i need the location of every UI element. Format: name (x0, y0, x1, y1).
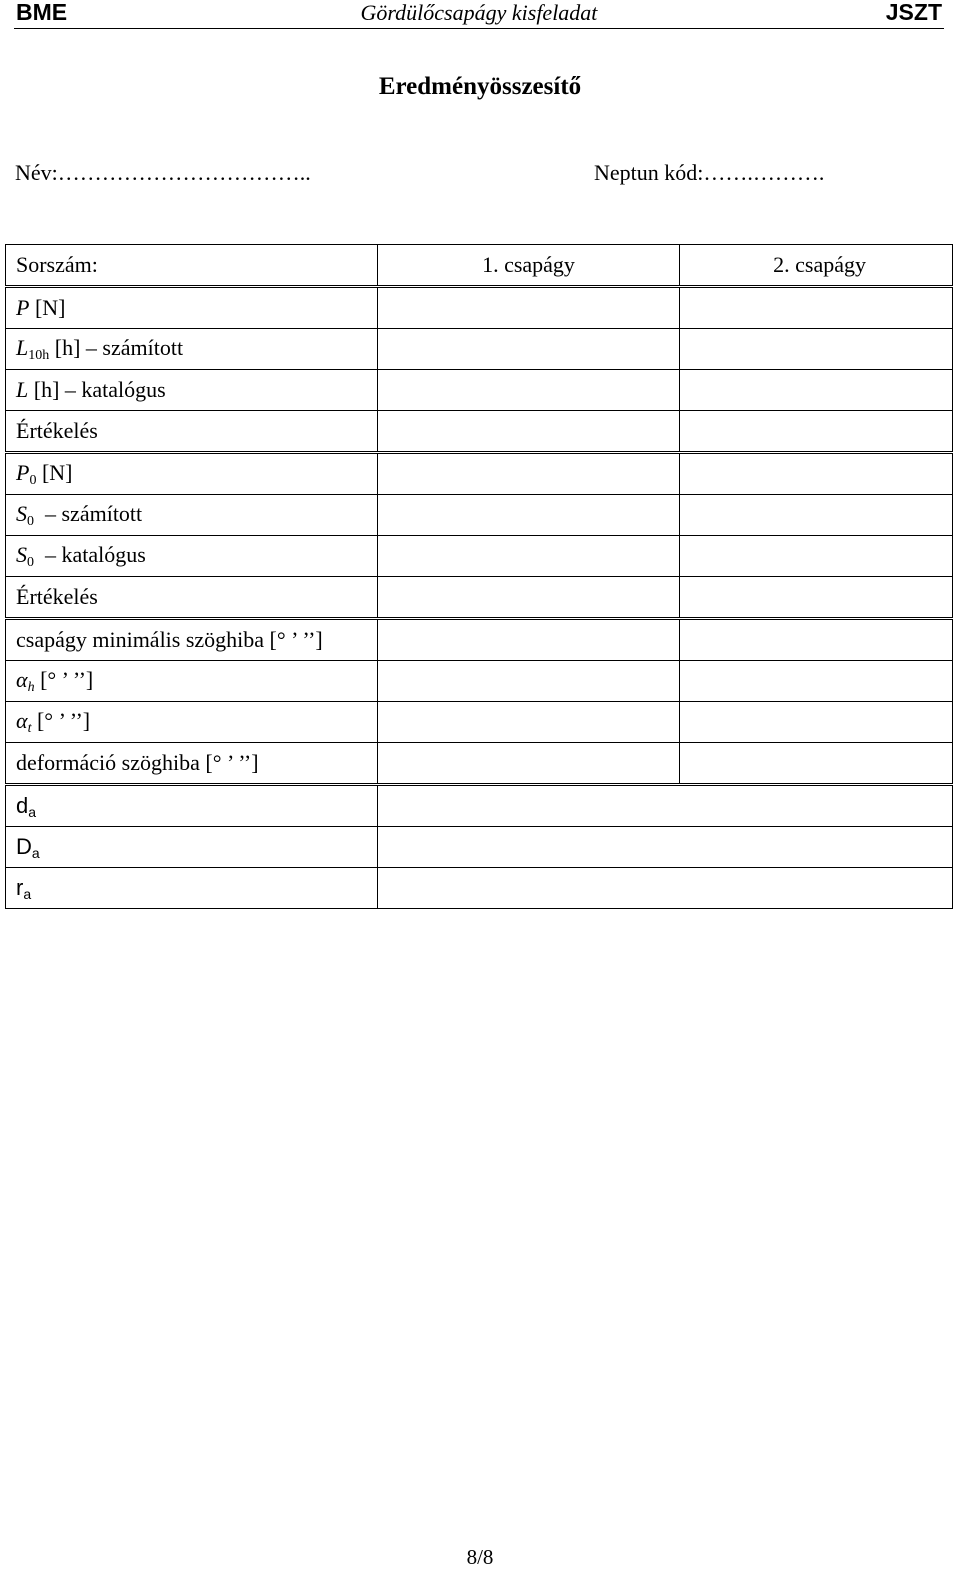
cell-input[interactable] (378, 370, 680, 411)
row-label-alpha-h (6, 661, 378, 702)
table-row-label: Sorszám: (6, 245, 378, 287)
cell-input[interactable] (680, 743, 953, 785)
table-row (6, 702, 953, 743)
table-row (6, 536, 953, 577)
row-label-s0-computed (6, 495, 378, 536)
cell-input[interactable] (378, 785, 953, 827)
page-title: Eredményösszesítő (378, 73, 582, 100)
table-row (6, 287, 953, 329)
name-dots: …………………………….. (57, 160, 311, 185)
table-header-row (6, 245, 953, 287)
row-label-evaluation-1: Értékelés (6, 411, 378, 453)
cell-input[interactable] (680, 329, 953, 370)
cell-input[interactable] (378, 661, 680, 702)
table-row (6, 743, 953, 785)
cell-input[interactable] (680, 619, 953, 661)
s0a-symbol: S (16, 500, 27, 526)
row-label-l-catalog (6, 370, 378, 411)
cell-input[interactable] (680, 370, 953, 411)
neptun-label: Neptun kód: (594, 160, 704, 185)
s0a-text: – számított (34, 500, 143, 526)
p-symbol: P (16, 295, 30, 320)
cell-input[interactable] (680, 453, 953, 495)
row-label-min-angle: csapágy minimális szöghiba [° ’ ’’] (6, 619, 378, 661)
row-label-da (6, 785, 378, 827)
cell-input[interactable] (680, 495, 953, 536)
table-row (6, 619, 953, 661)
table-row (6, 495, 953, 536)
header-left: BME (16, 0, 68, 25)
table-row (6, 370, 953, 411)
page-header (14, 0, 944, 29)
row-label-deformation: deformáció szöghiba [° ’ ’’] (6, 743, 378, 785)
table-row (6, 661, 953, 702)
column-header-bearing-1: 1. csapágy (378, 245, 680, 287)
row-label-l10h (6, 329, 378, 370)
cell-input[interactable] (378, 453, 680, 495)
table-row (6, 785, 953, 827)
row-label-s0-catalog (6, 536, 378, 577)
s0b-text: – katalógus (34, 541, 146, 567)
da-symbol: d (16, 792, 29, 818)
page-number: 8/8 (466, 1545, 494, 1569)
s0b-subscript: 0 (27, 554, 34, 570)
Da-subscript: a (31, 844, 40, 861)
alpha-h-subscript: h (27, 679, 35, 695)
l-text: [h] – katalógus (28, 377, 166, 402)
table-row (6, 329, 953, 370)
alpha-t-unit: [° ’ ’’] (31, 707, 91, 733)
alpha-t-symbol: α (16, 707, 28, 733)
cell-input[interactable] (378, 619, 680, 661)
cell-input[interactable] (378, 329, 680, 370)
cell-input[interactable] (378, 411, 680, 453)
l10h-symbol: L (16, 334, 29, 360)
column-header-bearing-2: 2. csapágy (680, 245, 953, 287)
header-right: JSZT (885, 0, 942, 25)
ra-symbol: r (16, 874, 24, 900)
row-label-p (6, 287, 378, 329)
cell-input[interactable] (378, 743, 680, 785)
p0-symbol: P (16, 459, 30, 485)
row-label-ra (6, 868, 378, 909)
cell-input[interactable] (680, 702, 953, 743)
cell-input[interactable] (378, 868, 953, 909)
neptun-dots: …….………. (703, 160, 825, 185)
neptun-field[interactable] (594, 160, 824, 186)
cell-input[interactable] (378, 536, 680, 577)
ra-subscript: a (23, 885, 32, 902)
table-row (6, 868, 953, 909)
table-row (6, 827, 953, 868)
l10h-text: [h] – számított (49, 334, 184, 360)
name-field[interactable] (15, 160, 311, 186)
s0a-subscript: 0 (27, 513, 34, 529)
alpha-t-subscript: t (27, 720, 32, 736)
cell-input[interactable] (680, 411, 953, 453)
alpha-h-symbol: α (16, 666, 28, 692)
s0b-symbol: S (16, 541, 27, 567)
table-row (6, 453, 953, 495)
name-label: Név: (15, 160, 58, 185)
Da-symbol: D (16, 833, 32, 859)
table-row (6, 577, 953, 619)
row-label-p0 (6, 453, 378, 495)
alpha-h-unit: [° ’ ’’] (34, 666, 94, 692)
header-center: Gördülőcsapágy kisfeladat (360, 0, 598, 25)
table-row (6, 411, 953, 453)
cell-input[interactable] (378, 577, 680, 619)
p0-subscript: 0 (29, 472, 37, 488)
row-label-alpha-t (6, 702, 378, 743)
cell-input[interactable] (680, 577, 953, 619)
row-label-evaluation-2: Értékelés (6, 577, 378, 619)
l-symbol: L (16, 377, 29, 402)
cell-input[interactable] (680, 287, 953, 329)
da-subscript: a (28, 803, 37, 820)
cell-input[interactable] (378, 495, 680, 536)
l10h-subscript: 10h (28, 347, 50, 363)
cell-input[interactable] (378, 287, 680, 329)
cell-input[interactable] (378, 827, 953, 868)
row-label-Da (6, 827, 378, 868)
results-table (5, 244, 953, 909)
cell-input[interactable] (378, 702, 680, 743)
p0-unit: [N] (36, 459, 73, 485)
p-unit: [N] (29, 295, 66, 320)
cell-input[interactable] (680, 536, 953, 577)
cell-input[interactable] (680, 661, 953, 702)
